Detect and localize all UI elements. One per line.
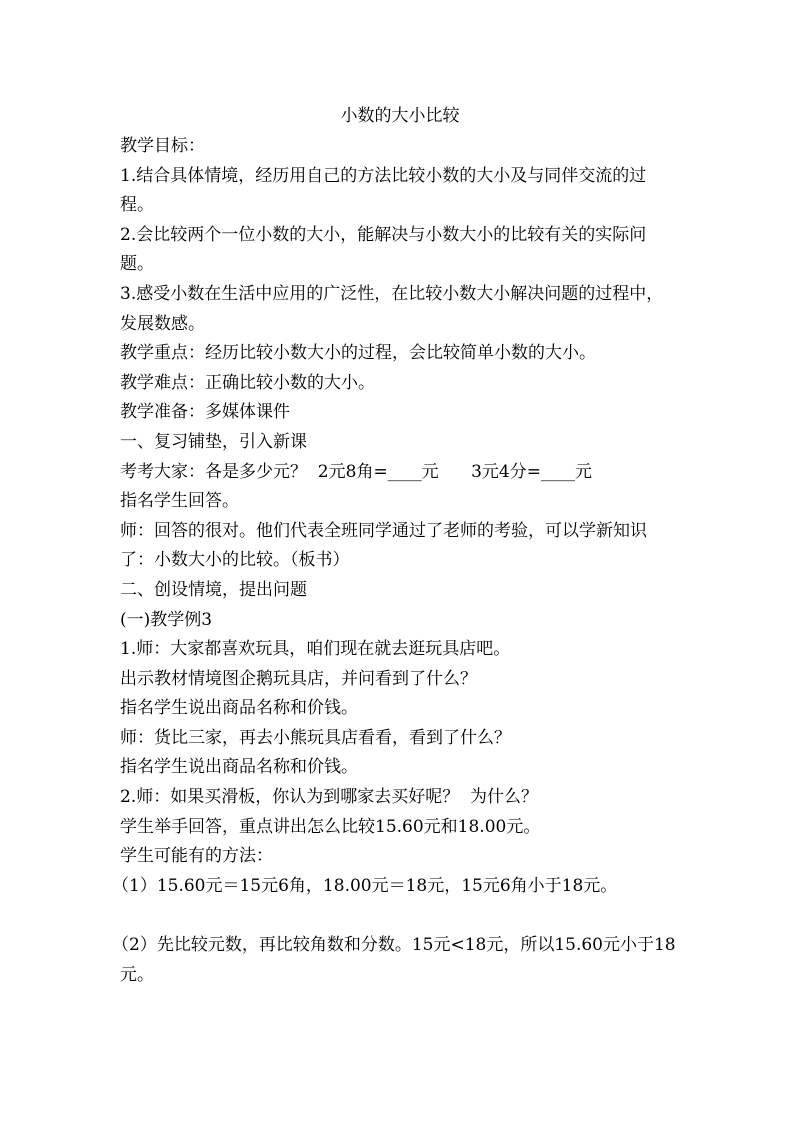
- method-1: （1）15.60元＝15元6角，18.00元＝18元，15元6角小于18元。: [112, 875, 618, 896]
- document-title: 小数的大小比较: [340, 106, 460, 126]
- section-heading-objectives: 教学目标：: [120, 136, 205, 156]
- review-question: 考考大家：各是多少元？ 2元8角=____元 3元4分=____元: [120, 461, 592, 482]
- method-2: （2）先比较元数，再比较角数和分数。15元<18元，所以15.60元小于18元。: [112, 935, 676, 985]
- preparation: 教学准备：多媒体课件: [120, 402, 290, 423]
- blank-line: [120, 901, 680, 931]
- section-heading-review: 一、复习铺垫，引入新课: [120, 431, 307, 452]
- students-answer: 学生举手回答，重点讲出怎么比较15.60元和18.00元。: [120, 816, 541, 837]
- document-page: [112, 104, 680, 990]
- teacher-remark: 师：回答的很对。他们代表全班同学通过了老师的考验，可以学新知识了：小数大小的比较。（板书）: [120, 520, 647, 571]
- objective-3: 3.感受小数在生活中应用的广泛性，在比较小数大小解决问题的过程中，发展数感。: [120, 283, 664, 334]
- key-points: 教学重点：经历比较小数大小的过程，会比较简单小数的大小。: [120, 343, 596, 364]
- name-products-1: 指名学生说出商品名称和价钱。: [120, 698, 358, 719]
- objective-2: 2.会比较两个一位小数的大小，能解决与小数大小的比较有关的实际问题。: [120, 224, 647, 275]
- difficult-points: 教学难点：正确比较小数的大小。: [120, 372, 375, 393]
- section-heading-situation: 二、创设情境，提出问题: [120, 579, 307, 600]
- bear-store: 师：货比三家，再去小熊玩具店看看，看到了什么？: [120, 727, 511, 748]
- possible-methods: 学生可能有的方法：: [120, 846, 273, 867]
- step-2: 2.师：如果买滑板，你认为到哪家去买好呢？ 为什么？: [120, 787, 539, 808]
- step-1: 1.师：大家都喜欢玩具，咱们现在就去逛玩具店吧。: [120, 639, 511, 660]
- review-answer-instruction: 指名学生回答。: [120, 491, 239, 512]
- example-heading: (一)教学例3: [120, 609, 213, 630]
- name-products-2: 指名学生说出商品名称和价钱。: [120, 757, 358, 778]
- show-penguin-store: 出示教材情境图企鹅玩具店，并问看到了什么？: [120, 668, 477, 689]
- objective-1: 1.结合具体情境，经历用自己的方法比较小数的大小及与同伴交流的过程。: [120, 165, 647, 216]
